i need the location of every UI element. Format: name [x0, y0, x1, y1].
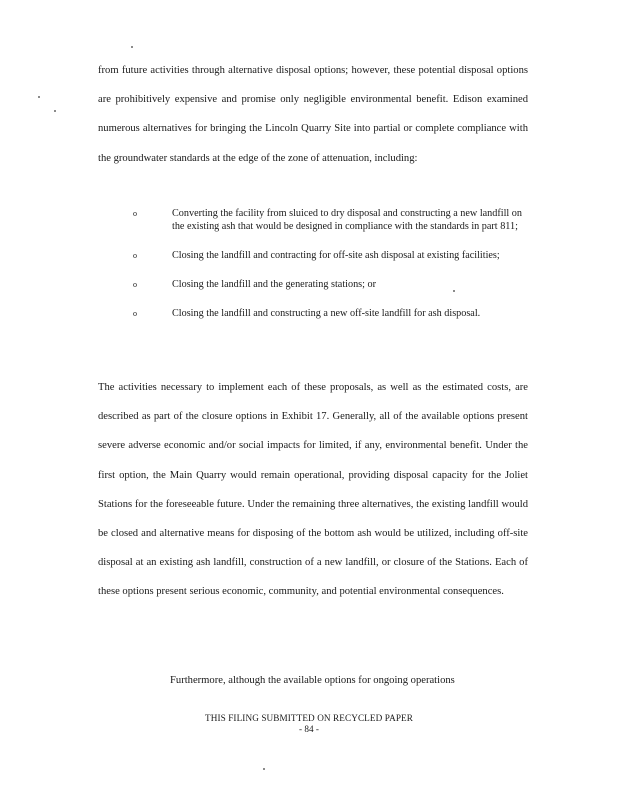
list-item-text: Closing the landfill and constructing a new off-site landfill for ash disposal.: [172, 308, 481, 319]
list-item-text: Closing the landfill and contracting for off-site ash disposal at existing facilities;: [172, 250, 500, 261]
bullet-marker: o: [133, 209, 137, 218]
body-paragraph-top: from future activities through alternative disposal options; however, these potential disposal options are prohibitively expensive and promise only negligible environmental benefit. Edison examined numerous alternatives for bringing the Lincoln Quarry Site into partial or complete compliance with the groundwater standards at the edge of the zone of attenuation, including:: [98, 65, 528, 164]
bullet-marker: o: [133, 251, 137, 260]
list-item-text: Converting the facility from sluiced to dry disposal and constructing a new landfill on the existing ash that would be designed in compliance with the standards in part 811;: [172, 208, 522, 232]
body-paragraph-middle: The activities necessary to implement each of these proposals, as well as the estimated costs, are described as part of the closure options in Exhibit 17. Generally, all of the available options present severe adverse economic and/or social impacts for limited, if any, environmental benefit. Under the first option, the Main Quarry would remain operational, providing disposal capacity for the Joliet Stations for the foreseeable future. Under the remaining three alternatives, the existing landfill would be closed and alternative means for disposing of the bottom ash would be utilized, including off-site disposal at an existing ash landfill, construction of a new landfill, or closure of the Stations. Each of these options present serious economic, community, and potential environmental consequences.: [98, 382, 528, 598]
list-item-text: Closing the landfill and the generating stations; or: [172, 279, 376, 290]
list-item: [130, 278, 530, 291]
page-number: - 84 -: [299, 724, 319, 734]
scan-speck: [131, 46, 133, 48]
list-item: [130, 307, 530, 320]
bullet-marker: o: [133, 280, 137, 289]
list-item: [130, 207, 530, 233]
scan-speck: [54, 110, 56, 112]
scan-speck: [453, 290, 455, 292]
scan-speck: [38, 96, 40, 98]
body-paragraph-last: Furthermore, although the available options for ongoing operations: [170, 675, 455, 686]
alternatives-list: [130, 207, 530, 320]
scan-speck: [263, 768, 265, 770]
bullet-marker: o: [133, 309, 137, 318]
recycled-paper-notice: THIS FILING SUBMITTED ON RECYCLED PAPER: [205, 713, 413, 723]
list-item: [130, 249, 530, 262]
